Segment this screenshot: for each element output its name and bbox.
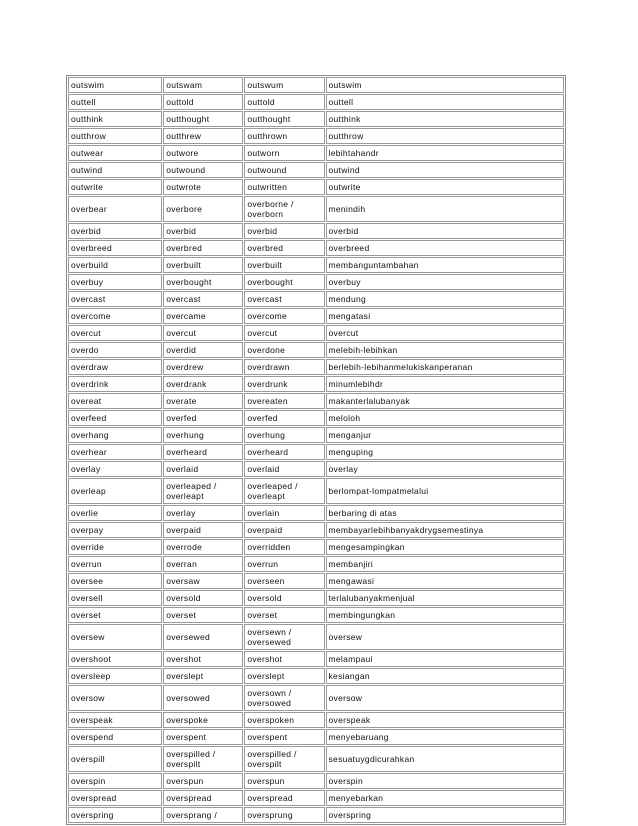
meaning-cell: melampaui xyxy=(326,651,565,667)
table-row xyxy=(68,257,564,273)
past-form-cell: overate xyxy=(163,393,243,409)
past-form-cell: outwore xyxy=(163,145,243,161)
base-form-cell: overset xyxy=(68,607,162,623)
past-participle-cell: oversewn / oversewed xyxy=(244,624,324,650)
table-row xyxy=(68,807,564,823)
base-form-cell: outwind xyxy=(68,162,162,178)
past-form-cell: oversewed xyxy=(163,624,243,650)
meaning-cell: membingungkan xyxy=(326,607,565,623)
base-form-cell: oversell xyxy=(68,590,162,606)
past-participle-cell: oversown / oversowed xyxy=(244,685,324,711)
past-participle-cell: outtold xyxy=(244,94,324,110)
meaning-cell: outswim xyxy=(326,77,565,93)
meaning-cell: melebih-lebihkan xyxy=(326,342,565,358)
past-form-cell: overbore xyxy=(163,196,243,222)
table-row xyxy=(68,376,564,392)
meaning-cell: overcut xyxy=(326,325,565,341)
past-participle-cell: overseen xyxy=(244,573,324,589)
verb-table-container xyxy=(66,75,566,825)
table-row xyxy=(68,393,564,409)
past-form-cell: overspoke xyxy=(163,712,243,728)
past-participle-cell: overbid xyxy=(244,223,324,239)
past-participle-cell: overdone xyxy=(244,342,324,358)
past-participle-cell: overspread xyxy=(244,790,324,806)
meaning-cell: membayarlebihbanyakdrygsemestinya xyxy=(326,522,565,538)
meaning-cell: berlompat-lompatmelalui xyxy=(326,478,565,504)
past-form-cell: overslept xyxy=(163,668,243,684)
base-form-cell: overbuy xyxy=(68,274,162,290)
past-participle-cell: overlain xyxy=(244,505,324,521)
past-form-cell: outtold xyxy=(163,94,243,110)
past-form-cell: oversold xyxy=(163,590,243,606)
meaning-cell: outthink xyxy=(326,111,565,127)
past-participle-cell: outthrown xyxy=(244,128,324,144)
past-form-cell: overpaid xyxy=(163,522,243,538)
base-form-cell: outtell xyxy=(68,94,162,110)
past-participle-cell: overspilled / overspilt xyxy=(244,746,324,772)
past-form-cell: overfed xyxy=(163,410,243,426)
meaning-cell: membanjiri xyxy=(326,556,565,572)
meaning-cell: menindih xyxy=(326,196,565,222)
past-form-cell: overcast xyxy=(163,291,243,307)
past-participle-cell: overcome xyxy=(244,308,324,324)
base-form-cell: overcome xyxy=(68,308,162,324)
table-row xyxy=(68,712,564,728)
table-row xyxy=(68,773,564,789)
past-form-cell: overlay xyxy=(163,505,243,521)
past-participle-cell: overspent xyxy=(244,729,324,745)
base-form-cell: overcut xyxy=(68,325,162,341)
base-form-cell: oversleep xyxy=(68,668,162,684)
past-form-cell: outwound xyxy=(163,162,243,178)
base-form-cell: overspill xyxy=(68,746,162,772)
base-form-cell: overlay xyxy=(68,461,162,477)
past-participle-cell: overdrunk xyxy=(244,376,324,392)
past-form-cell: overspun xyxy=(163,773,243,789)
base-form-cell: override xyxy=(68,539,162,555)
past-form-cell: overbought xyxy=(163,274,243,290)
table-row xyxy=(68,607,564,623)
base-form-cell: outwear xyxy=(68,145,162,161)
past-participle-cell: overbought xyxy=(244,274,324,290)
meaning-cell: mengatasi xyxy=(326,308,565,324)
past-participle-cell: overbred xyxy=(244,240,324,256)
base-form-cell: overfeed xyxy=(68,410,162,426)
meaning-cell: menyebaruang xyxy=(326,729,565,745)
past-form-cell: overlaid xyxy=(163,461,243,477)
meaning-cell: menganjur xyxy=(326,427,565,443)
meaning-cell: overbid xyxy=(326,223,565,239)
past-form-cell: overspent xyxy=(163,729,243,745)
past-form-cell: overshot xyxy=(163,651,243,667)
meaning-cell: membanguntambahan xyxy=(326,257,565,273)
past-form-cell: overran xyxy=(163,556,243,572)
table-row xyxy=(68,342,564,358)
table-row xyxy=(68,790,564,806)
base-form-cell: overbid xyxy=(68,223,162,239)
past-participle-cell: overset xyxy=(244,607,324,623)
table-row xyxy=(68,573,564,589)
base-form-cell: overeat xyxy=(68,393,162,409)
meaning-cell: mendung xyxy=(326,291,565,307)
past-participle-cell: overspun xyxy=(244,773,324,789)
past-participle-cell: overcast xyxy=(244,291,324,307)
table-row xyxy=(68,223,564,239)
table-row xyxy=(68,590,564,606)
meaning-cell: berbaring di atas xyxy=(326,505,565,521)
meaning-cell: sesuatuygdicurahkan xyxy=(326,746,565,772)
table-row xyxy=(68,478,564,504)
table-body xyxy=(68,77,564,823)
past-form-cell: outswam xyxy=(163,77,243,93)
table-row xyxy=(68,162,564,178)
meaning-cell: oversow xyxy=(326,685,565,711)
meaning-cell: mengawasi xyxy=(326,573,565,589)
past-participle-cell: overrun xyxy=(244,556,324,572)
past-participle-cell: overridden xyxy=(244,539,324,555)
table-row xyxy=(68,77,564,93)
base-form-cell: overpay xyxy=(68,522,162,538)
past-participle-cell: overlaid xyxy=(244,461,324,477)
base-form-cell: outthink xyxy=(68,111,162,127)
base-form-cell: overdrink xyxy=(68,376,162,392)
base-form-cell: overshoot xyxy=(68,651,162,667)
meaning-cell: outwind xyxy=(326,162,565,178)
table-row xyxy=(68,444,564,460)
past-participle-cell: overleaped / overleapt xyxy=(244,478,324,504)
past-form-cell: overleaped / overleapt xyxy=(163,478,243,504)
past-form-cell: overcut xyxy=(163,325,243,341)
past-form-cell: overdrew xyxy=(163,359,243,375)
past-form-cell: overcame xyxy=(163,308,243,324)
past-form-cell: overrode xyxy=(163,539,243,555)
base-form-cell: overdraw xyxy=(68,359,162,375)
base-form-cell: overspring xyxy=(68,807,162,823)
meaning-cell: overbuy xyxy=(326,274,565,290)
past-participle-cell: outswum xyxy=(244,77,324,93)
past-form-cell: outwrote xyxy=(163,179,243,195)
past-form-cell: outthought xyxy=(163,111,243,127)
past-form-cell: overdrank xyxy=(163,376,243,392)
past-participle-cell: overshot xyxy=(244,651,324,667)
past-form-cell: overset xyxy=(163,607,243,623)
past-participle-cell: oversprung xyxy=(244,807,324,823)
base-form-cell: overbuild xyxy=(68,257,162,273)
past-participle-cell: overslept xyxy=(244,668,324,684)
table-row xyxy=(68,410,564,426)
table-row xyxy=(68,291,564,307)
past-participle-cell: overborne / overborn xyxy=(244,196,324,222)
table-row xyxy=(68,179,564,195)
table-row xyxy=(68,196,564,222)
past-form-cell: overbid xyxy=(163,223,243,239)
meaning-cell: lebihtahandr xyxy=(326,145,565,161)
meaning-cell: overlay xyxy=(326,461,565,477)
past-participle-cell: overhung xyxy=(244,427,324,443)
past-participle-cell: outwritten xyxy=(244,179,324,195)
table-row xyxy=(68,274,564,290)
table-row xyxy=(68,668,564,684)
base-form-cell: outswim xyxy=(68,77,162,93)
table-row xyxy=(68,308,564,324)
past-participle-cell: overfed xyxy=(244,410,324,426)
meaning-cell: overspring xyxy=(326,807,565,823)
meaning-cell: berlebih-lebihanmelukiskanperanan xyxy=(326,359,565,375)
meaning-cell: menguping xyxy=(326,444,565,460)
meaning-cell: overspeak xyxy=(326,712,565,728)
base-form-cell: overspend xyxy=(68,729,162,745)
past-participle-cell: outworn xyxy=(244,145,324,161)
meaning-cell: outthrow xyxy=(326,128,565,144)
table-row xyxy=(68,505,564,521)
base-form-cell: oversow xyxy=(68,685,162,711)
meaning-cell: oversew xyxy=(326,624,565,650)
table-row xyxy=(68,729,564,745)
past-participle-cell: outwound xyxy=(244,162,324,178)
base-form-cell: outwrite xyxy=(68,179,162,195)
base-form-cell: outthrow xyxy=(68,128,162,144)
meaning-cell: makanterlalubanyak xyxy=(326,393,565,409)
table-row xyxy=(68,685,564,711)
base-form-cell: overhear xyxy=(68,444,162,460)
base-form-cell: overspread xyxy=(68,790,162,806)
past-participle-cell: overcut xyxy=(244,325,324,341)
past-form-cell: overdid xyxy=(163,342,243,358)
base-form-cell: overdo xyxy=(68,342,162,358)
past-participle-cell: overeaten xyxy=(244,393,324,409)
past-form-cell: overbuilt xyxy=(163,257,243,273)
base-form-cell: overbreed xyxy=(68,240,162,256)
base-form-cell: overspin xyxy=(68,773,162,789)
past-form-cell: overbred xyxy=(163,240,243,256)
base-form-cell: overbear xyxy=(68,196,162,222)
table-row xyxy=(68,111,564,127)
table-row xyxy=(68,461,564,477)
table-row xyxy=(68,539,564,555)
base-form-cell: overlie xyxy=(68,505,162,521)
past-participle-cell: overpaid xyxy=(244,522,324,538)
table-row xyxy=(68,145,564,161)
table-row xyxy=(68,651,564,667)
table-row xyxy=(68,325,564,341)
base-form-cell: overrun xyxy=(68,556,162,572)
meaning-cell: outtell xyxy=(326,94,565,110)
past-participle-cell: overdrawn xyxy=(244,359,324,375)
past-form-cell: overheard xyxy=(163,444,243,460)
base-form-cell: overleap xyxy=(68,478,162,504)
table-row xyxy=(68,128,564,144)
past-participle-cell: overbuilt xyxy=(244,257,324,273)
past-participle-cell: overspoken xyxy=(244,712,324,728)
irregular-verbs-table xyxy=(66,75,566,825)
meaning-cell: menyebarkan xyxy=(326,790,565,806)
meaning-cell: meloloh xyxy=(326,410,565,426)
meaning-cell: outwrite xyxy=(326,179,565,195)
past-participle-cell: overheard xyxy=(244,444,324,460)
past-participle-cell: oversold xyxy=(244,590,324,606)
base-form-cell: overhang xyxy=(68,427,162,443)
past-form-cell: oversaw xyxy=(163,573,243,589)
meaning-cell: overbreed xyxy=(326,240,565,256)
table-row xyxy=(68,359,564,375)
past-participle-cell: outthought xyxy=(244,111,324,127)
base-form-cell: overcast xyxy=(68,291,162,307)
meaning-cell: kesiangan xyxy=(326,668,565,684)
past-form-cell: oversowed xyxy=(163,685,243,711)
meaning-cell: terlalubanyakmenjual xyxy=(326,590,565,606)
meaning-cell: mengesampingkan xyxy=(326,539,565,555)
past-form-cell: outthrew xyxy=(163,128,243,144)
table-row xyxy=(68,427,564,443)
table-row xyxy=(68,240,564,256)
past-form-cell: overspilled / overspilt xyxy=(163,746,243,772)
past-form-cell: oversprang / xyxy=(163,807,243,823)
base-form-cell: oversew xyxy=(68,624,162,650)
meaning-cell: overspin xyxy=(326,773,565,789)
base-form-cell: overspeak xyxy=(68,712,162,728)
past-form-cell: overhung xyxy=(163,427,243,443)
table-row xyxy=(68,624,564,650)
table-row xyxy=(68,746,564,772)
base-form-cell: oversee xyxy=(68,573,162,589)
table-row xyxy=(68,556,564,572)
meaning-cell: minumlebihdr xyxy=(326,376,565,392)
table-row xyxy=(68,522,564,538)
table-row xyxy=(68,94,564,110)
past-form-cell: overspread xyxy=(163,790,243,806)
